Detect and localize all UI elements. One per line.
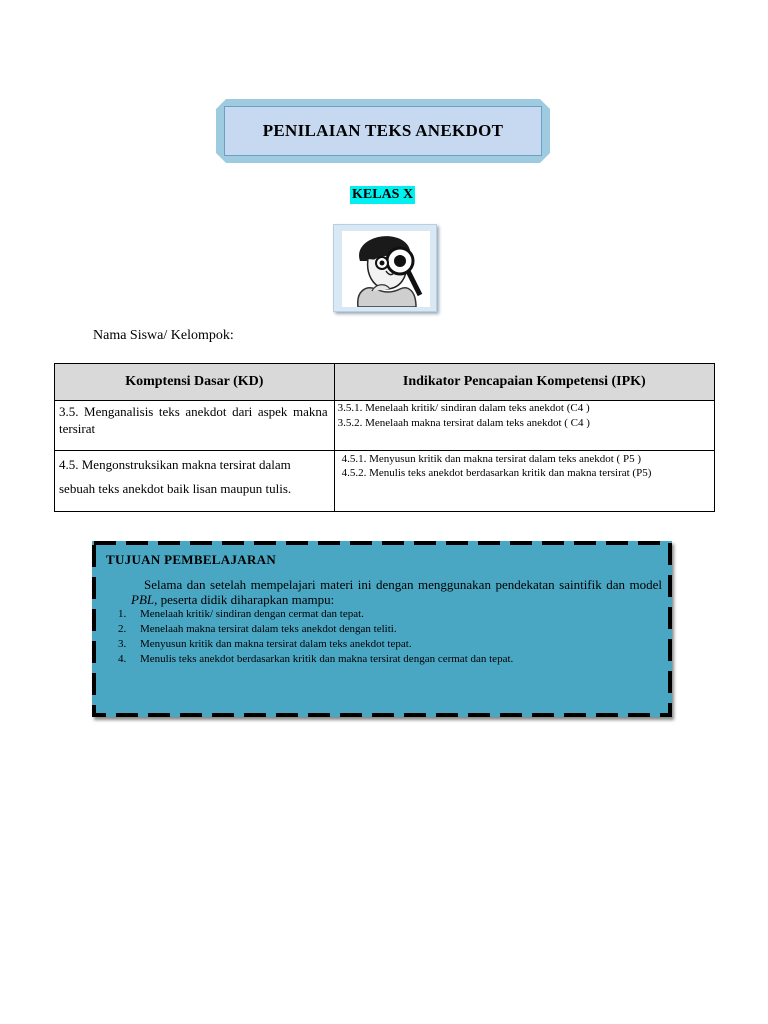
list-number: 3.	[118, 638, 127, 650]
list-item	[118, 622, 662, 637]
ipk-cell	[334, 401, 714, 451]
intro-text-end: , peserta didik diharapkan mampu:	[154, 592, 335, 607]
list-item	[118, 637, 662, 652]
list-number: 4.	[118, 653, 127, 665]
competency-table	[54, 363, 715, 512]
kd-text: 4.5. Mengonstruksikan makna tersirat dalam sebuah teks anekdot baik lisan maupun tulis.	[59, 457, 292, 496]
ipk-cell	[334, 451, 714, 512]
kd-text: 3.5. Menganalisis teks anekdot dari aspek makna tersirat	[59, 404, 328, 436]
ipk-item: 4.5.2. Menulis teks anekdot berdasarkan kritik dan makna tersirat (P5)	[341, 467, 652, 479]
illustration-frame	[333, 224, 437, 312]
learning-objectives-box	[92, 541, 674, 719]
list-item	[118, 652, 662, 667]
table-header-kd: Komptensi Dasar (KD)	[55, 364, 335, 401]
list-number: 2.	[118, 623, 127, 635]
table-row	[55, 451, 715, 512]
list-text: Menelaah kritik/ sindiran dengan cermat dan tepat.	[140, 608, 364, 620]
learning-objectives-intro	[131, 577, 662, 607]
kd-cell	[55, 451, 335, 512]
list-text: Menulis teks anekdot berdasarkan kritik dan makna tersirat dengan cermat dan tepat.	[140, 653, 514, 665]
table-header-row	[55, 364, 715, 401]
class-label: KELAS X	[352, 187, 414, 202]
ipk-item: 3.5.2. Menelaah makna tersirat dalam teks anekdot ( C4 )	[337, 417, 590, 429]
table-header-ipk: Indikator Pencapaian Kompetensi (IPK)	[334, 364, 714, 401]
intro-model: PBL	[131, 592, 155, 607]
intro-text: Selama dan setelah mempelajari materi ini dengan menggunakan pendekatan saintifik dan model	[144, 577, 662, 592]
magnifying-glass-man-icon	[342, 231, 430, 307]
ipk-item: 4.5.1. Menyusun kritik dan makna tersirat dalam teks anekdot ( P5 )	[341, 453, 642, 465]
list-number: 1.	[118, 608, 127, 620]
table-row	[55, 401, 715, 451]
list-text: Menelaah makna tersirat dalam teks anekdot dengan teliti.	[140, 623, 397, 635]
learning-objectives-list	[106, 607, 662, 667]
student-name-label: Nama Siswa/ Kelompok:	[93, 328, 234, 343]
kd-cell	[55, 401, 335, 451]
list-item	[118, 607, 662, 622]
list-text: Menyusun kritik dan makna tersirat dalam teks anekdot tepat.	[140, 638, 412, 650]
page-title: PENILAIAN TEKS ANEKDOT	[224, 106, 542, 156]
ipk-item: 3.5.1. Menelaah kritik/ sindiran dalam teks anekdot (C4 )	[337, 402, 590, 414]
learning-objectives-title: TUJUAN PEMBELAJARAN	[106, 552, 277, 567]
